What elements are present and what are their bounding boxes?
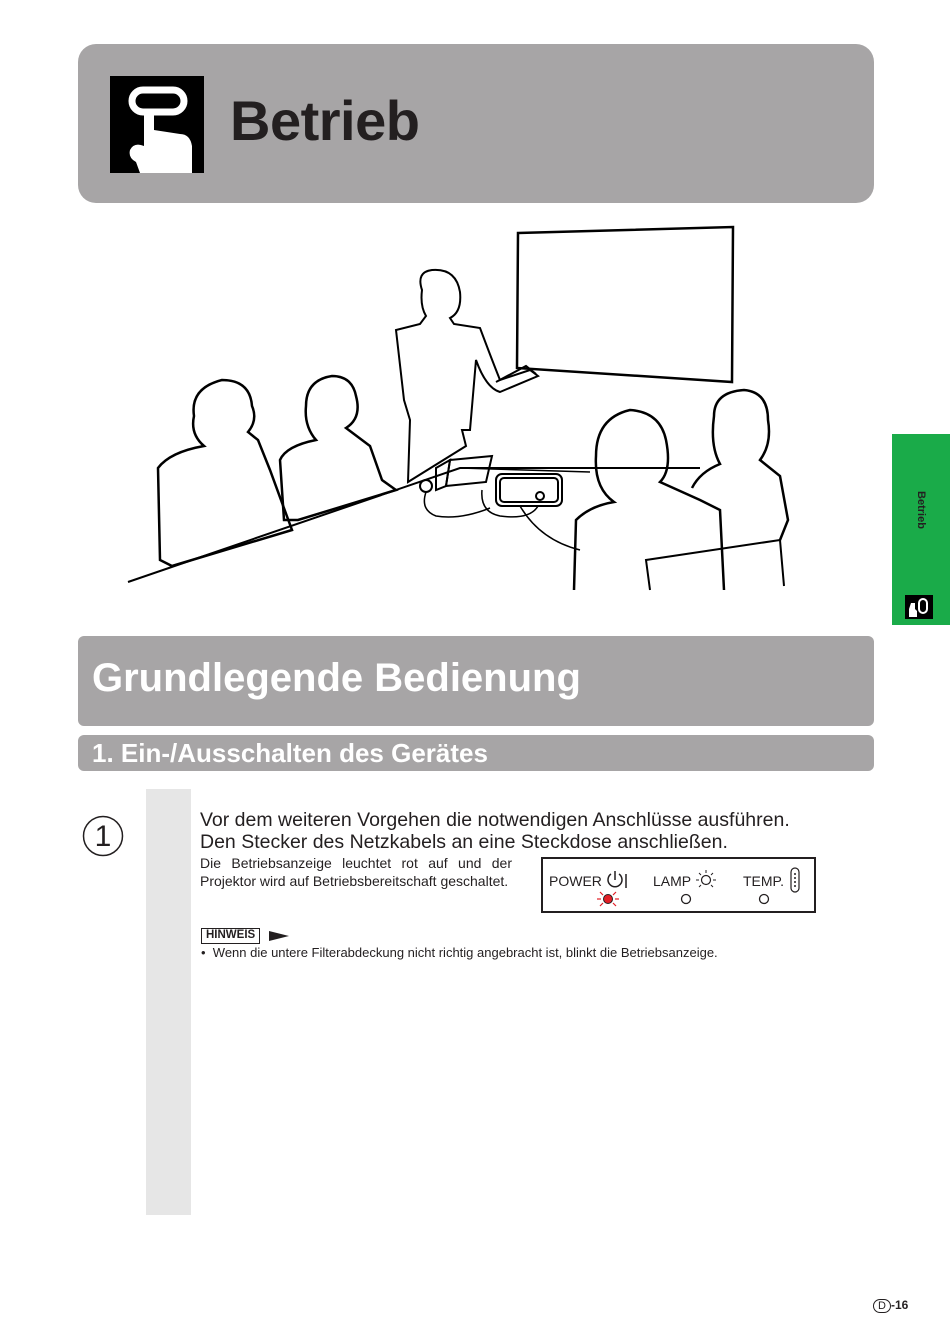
step-instruction-line-1: Vor dem weiteren Vorgehen die notwendigen Anschlüsse ausführen. xyxy=(200,809,790,831)
temp-indicator-light xyxy=(758,893,770,905)
hand-pointing-icon xyxy=(110,76,204,173)
step-gray-column xyxy=(146,789,191,1215)
note-bullet: • Wenn die untere Filterabdeckung nicht richtig angebracht ist, blinkt die Betriebsanzeige. xyxy=(201,945,718,960)
note-arrow-icon xyxy=(269,928,291,944)
indicator-panel xyxy=(541,857,816,913)
step-number: 1 xyxy=(94,820,112,853)
chapter-title: Betrieb xyxy=(230,89,420,152)
page-number-value: -16 xyxy=(890,1298,909,1312)
note-bullet-text: Wenn die untere Filterabdeckung nicht richtig angebracht ist, blinkt die Betriebsanzeige. xyxy=(212,945,718,960)
lamp-indicator-light xyxy=(680,893,692,905)
section-title: Grundlegende Bedienung xyxy=(92,656,581,700)
side-chapter-tab xyxy=(892,434,950,625)
power-indicator-lit-icon xyxy=(595,889,621,909)
temp-indicator-label: TEMP. xyxy=(743,873,784,889)
subsection-title: 1. Ein-/Ausschalten des Gerätes xyxy=(92,738,488,768)
page-number xyxy=(873,1298,908,1313)
language-badge: D xyxy=(873,1299,891,1313)
step-number-circle xyxy=(82,815,124,857)
step-detail: Die Betriebsanzeige leuchtet rot auf und der Projektor wird auf Betriebsbereitschaft geschaltet. xyxy=(200,855,512,889)
note-label: HINWEIS xyxy=(201,928,260,944)
power-indicator-label: POWER xyxy=(549,873,602,889)
step-instruction-line-2: Den Stecker des Netzkabels an eine Steckdose anschließen. xyxy=(200,831,728,853)
section-heading-bar xyxy=(78,636,874,726)
meeting-illustration xyxy=(120,220,800,610)
subsection-heading-bar xyxy=(78,735,874,771)
power-icon xyxy=(605,870,629,890)
side-tab-label: Betrieb xyxy=(915,491,927,529)
lamp-indicator-label: LAMP xyxy=(653,873,692,889)
chapter-header xyxy=(78,44,874,203)
hand-pointing-icon xyxy=(905,595,933,619)
step-instruction xyxy=(200,809,790,853)
thermometer-icon xyxy=(789,867,801,893)
lamp-icon xyxy=(695,869,717,891)
